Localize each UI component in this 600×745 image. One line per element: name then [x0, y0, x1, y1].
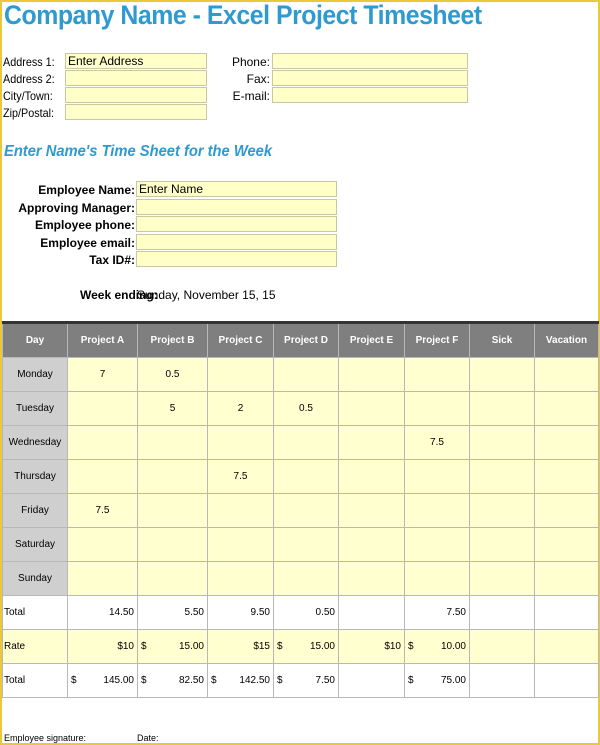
total-hours-cell [68, 596, 138, 630]
hours-cell[interactable]: 7.5 [208, 460, 274, 494]
rate-cell[interactable] [208, 630, 274, 664]
rate-cell-value: 15.00 [178, 641, 204, 652]
hours-cell[interactable] [339, 528, 405, 562]
column-header: Project B [138, 323, 208, 358]
grand-total-cell [274, 664, 339, 698]
grand-total-cell-value: 82.50 [178, 675, 204, 686]
hours-cell[interactable]: 7 [68, 358, 138, 392]
total-hours-cell [339, 596, 405, 630]
currency-symbol: $ [277, 641, 283, 652]
page-title: Company Name - Excel Project Timesheet [4, 0, 482, 30]
hours-cell[interactable] [138, 460, 208, 494]
tax-id-field[interactable] [136, 251, 337, 267]
approving-manager-field[interactable] [136, 199, 337, 215]
hours-cell[interactable] [274, 460, 339, 494]
hours-cell[interactable] [405, 358, 470, 392]
hours-cell[interactable] [405, 460, 470, 494]
hours-cell[interactable] [339, 426, 405, 460]
date-label: Date: [137, 733, 159, 743]
hours-cell[interactable] [470, 562, 535, 596]
grand-total-cell [138, 664, 208, 698]
fax-label: Fax: [246, 72, 270, 86]
hours-cell[interactable] [339, 358, 405, 392]
rate-cell-value: $10 [117, 641, 134, 652]
rate-cell[interactable] [138, 630, 208, 664]
hours-cell[interactable] [274, 358, 339, 392]
grand-total-cell-value: 75.00 [440, 675, 466, 686]
rate-cell-value: 15.00 [309, 641, 335, 652]
day-label: Monday [3, 358, 68, 392]
rate-cell-value: 10.00 [440, 641, 466, 652]
hours-cell[interactable] [339, 562, 405, 596]
hours-cell[interactable] [208, 358, 274, 392]
hours-cell[interactable] [208, 494, 274, 528]
hours-cell[interactable] [339, 460, 405, 494]
employee-phone-field[interactable] [136, 216, 337, 232]
grand-total-label: Total [3, 664, 68, 698]
column-header: Project E [339, 323, 405, 358]
hours-cell[interactable] [68, 528, 138, 562]
hours-cell[interactable]: 7.5 [405, 426, 470, 460]
signature-label: Employee signature: [4, 733, 87, 743]
grand-total-row [3, 664, 599, 698]
grand-total-cell [339, 664, 405, 698]
rate-cell[interactable] [405, 630, 470, 664]
hours-cell[interactable] [339, 494, 405, 528]
zip-label: Zip/Postal: [3, 106, 55, 120]
hours-cell[interactable] [535, 392, 599, 426]
rate-cell[interactable] [68, 630, 138, 664]
hours-cell[interactable] [274, 426, 339, 460]
hours-cell[interactable] [535, 460, 599, 494]
address2-label: Address 2: [3, 72, 55, 86]
rate-cell[interactable] [274, 630, 339, 664]
hours-cell[interactable] [470, 426, 535, 460]
total-hours-value: 9.50 [250, 607, 270, 618]
total-hours-cell [208, 596, 274, 630]
week-ending-value: Sunday, November 15, 15 [137, 288, 276, 302]
total-hours-value: 0.50 [315, 607, 335, 618]
hours-cell[interactable] [535, 528, 599, 562]
day-row [3, 562, 599, 596]
day-label: Wednesday [3, 426, 68, 460]
day-row [3, 426, 599, 460]
column-header: Project C [208, 323, 274, 358]
hours-cell[interactable] [405, 392, 470, 426]
tax-id-label: Tax ID#: [89, 253, 135, 267]
currency-symbol: $ [141, 641, 147, 652]
grand-total-cell-value: 142.50 [239, 675, 270, 686]
phone-label: Phone: [231, 55, 270, 69]
day-label: Tuesday [3, 392, 68, 426]
day-label: Thursday [3, 460, 68, 494]
hours-cell[interactable] [470, 528, 535, 562]
email-label: E-mail: [232, 89, 270, 103]
email-field[interactable] [272, 87, 468, 103]
hours-cell[interactable]: 5 [138, 392, 208, 426]
phone-field[interactable] [272, 53, 468, 69]
hours-cell[interactable] [208, 426, 274, 460]
zip-field[interactable] [65, 104, 207, 120]
address1-label: Address 1: [3, 55, 55, 69]
hours-cell[interactable] [405, 528, 470, 562]
employee-name-field[interactable]: Enter Name [136, 181, 337, 197]
hours-cell[interactable] [470, 392, 535, 426]
hours-cell[interactable] [68, 562, 138, 596]
week-ending-label: Week ending: [80, 288, 158, 302]
hours-cell[interactable] [470, 358, 535, 392]
rate-cell[interactable] [470, 630, 535, 664]
timesheet-table [2, 321, 599, 698]
total-hours-label: Total [3, 596, 68, 630]
approving-manager-label: Approving Manager: [18, 201, 135, 215]
column-header: Vacation [535, 323, 599, 358]
total-hours-value: 5.50 [184, 607, 204, 618]
day-row [3, 528, 599, 562]
hours-cell[interactable] [535, 358, 599, 392]
hours-cell[interactable] [535, 562, 599, 596]
day-label: Saturday [3, 528, 68, 562]
column-header: Day [3, 323, 68, 358]
hours-cell[interactable] [470, 494, 535, 528]
column-header: Project A [68, 323, 138, 358]
hours-cell[interactable] [405, 494, 470, 528]
hours-cell[interactable] [68, 392, 138, 426]
grand-total-cell [470, 664, 535, 698]
timesheet-subtitle: Enter Name's Time Sheet for the Week [4, 143, 273, 160]
currency-symbol: $ [211, 675, 217, 686]
hours-cell[interactable]: 0.5 [138, 358, 208, 392]
address2-field[interactable] [65, 70, 207, 86]
day-label: Friday [3, 494, 68, 528]
hours-cell[interactable] [138, 528, 208, 562]
hours-cell[interactable] [274, 528, 339, 562]
employee-phone-label: Employee phone: [34, 218, 135, 232]
hours-cell[interactable] [535, 494, 599, 528]
employee-email-label: Employee email: [40, 236, 135, 250]
rate-cell[interactable] [339, 630, 405, 664]
address1-field[interactable]: Enter Address [65, 53, 207, 69]
total-hours-value: 14.50 [108, 607, 134, 618]
grand-total-cell [208, 664, 274, 698]
hours-cell[interactable] [274, 494, 339, 528]
column-header: Sick [470, 323, 535, 358]
day-row [3, 358, 599, 392]
hours-cell[interactable] [208, 528, 274, 562]
total-hours-cell [274, 596, 339, 630]
currency-symbol: $ [408, 675, 414, 686]
hours-cell[interactable]: 7.5 [68, 494, 138, 528]
rate-label: Rate [3, 630, 68, 664]
rate-cell-value: $15 [253, 641, 270, 652]
hours-cell[interactable] [535, 426, 599, 460]
rate-cell-value: $10 [384, 641, 401, 652]
grand-total-cell [535, 664, 599, 698]
hours-cell[interactable] [138, 494, 208, 528]
grand-total-cell [68, 664, 138, 698]
city-label: City/Town: [3, 89, 53, 103]
total-hours-cell [138, 596, 208, 630]
hours-cell[interactable] [68, 460, 138, 494]
grand-total-cell-value: 145.00 [103, 675, 134, 686]
day-row [3, 460, 599, 494]
grand-total-cell-value: 7.50 [315, 675, 335, 686]
total-hours-value: 7.50 [446, 607, 466, 618]
header-row [3, 323, 599, 358]
total-hours-row [3, 596, 599, 630]
hours-cell[interactable] [339, 392, 405, 426]
hours-cell[interactable] [138, 426, 208, 460]
hours-cell[interactable]: 2 [208, 392, 274, 426]
hours-cell[interactable] [208, 562, 274, 596]
hours-cell[interactable] [138, 562, 208, 596]
hours-cell[interactable]: 0.5 [274, 392, 339, 426]
hours-cell[interactable] [68, 426, 138, 460]
hours-cell[interactable] [274, 562, 339, 596]
hours-cell[interactable] [470, 460, 535, 494]
day-row [3, 494, 599, 528]
employee-name-label: Employee Name: [38, 183, 135, 197]
currency-symbol: $ [141, 675, 147, 686]
day-label: Sunday [3, 562, 68, 596]
employee-email-field[interactable] [136, 234, 337, 250]
column-header: Project D [274, 323, 339, 358]
hours-cell[interactable] [405, 562, 470, 596]
grand-total-cell [405, 664, 470, 698]
column-header: Project F [405, 323, 470, 358]
fax-field[interactable] [272, 70, 468, 86]
total-hours-cell [470, 596, 535, 630]
total-hours-cell [535, 596, 599, 630]
day-row [3, 392, 599, 426]
currency-symbol: $ [71, 675, 77, 686]
currency-symbol: $ [408, 641, 414, 652]
rate-row [3, 630, 599, 664]
city-field[interactable] [65, 87, 207, 103]
rate-cell[interactable] [535, 630, 599, 664]
total-hours-cell [405, 596, 470, 630]
currency-symbol: $ [277, 675, 283, 686]
